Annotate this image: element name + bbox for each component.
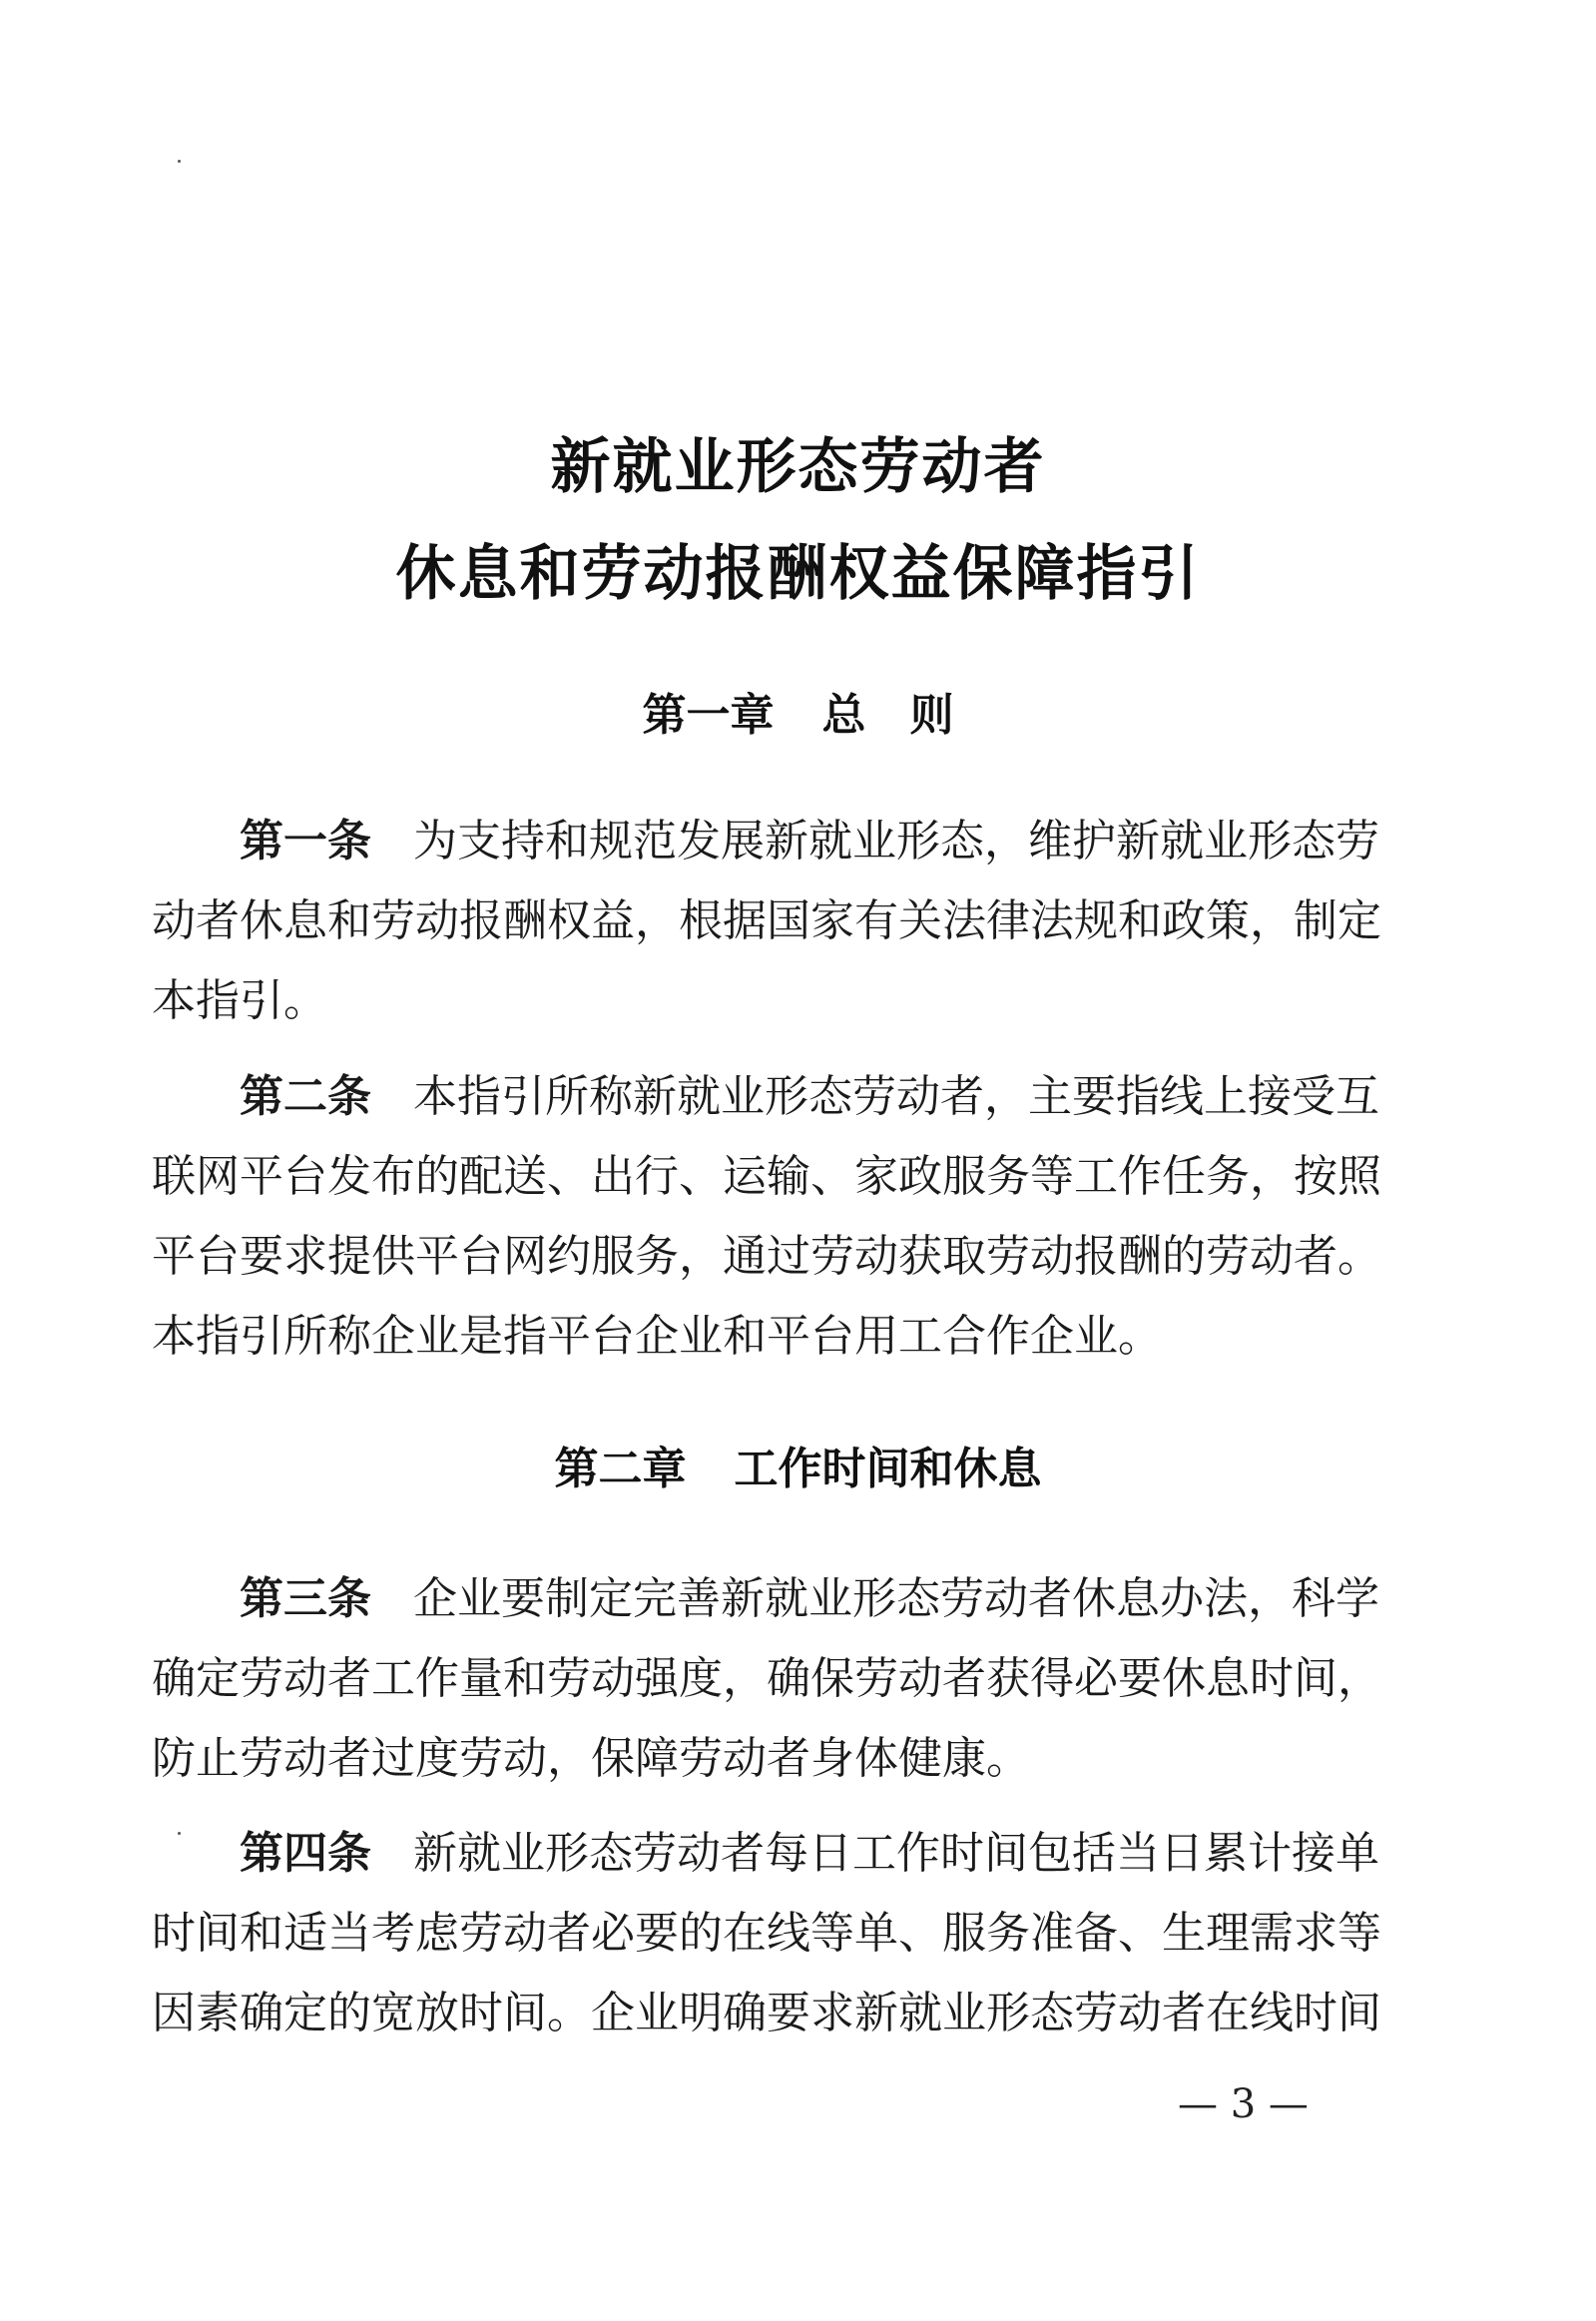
article-3-text-1: 企业要制定完善新就业形态劳动者休息办法，科学 — [413, 1573, 1379, 1624]
article-1-line-1 — [240, 805, 1379, 869]
article-4-line-3: 因素确定的宽放时间。企业明确要求新就业形态劳动者在线时间 — [152, 1988, 1381, 2038]
article-4-line-1 — [240, 1817, 1379, 1881]
scan-speck — [178, 160, 181, 163]
scan-speck — [178, 1832, 181, 1835]
chapter-2-name: 工作时间和休息 — [734, 1444, 1042, 1494]
chapter-1-heading — [0, 679, 1596, 743]
article-4-head: 第四条 — [240, 1828, 371, 1879]
article-3-head: 第三条 — [240, 1573, 371, 1624]
article-1-text-1: 为支持和规范发展新就业形态，维护新就业形态劳 — [413, 816, 1379, 867]
chapter-2-heading — [0, 1433, 1596, 1496]
article-4-line-2: 时间和适当考虑劳动者必要的在线等单、服务准备、生理需求等 — [152, 1908, 1381, 1959]
article-1-head: 第一条 — [240, 816, 371, 867]
document-title-line2: 休息和劳动报酬权益保障指引 — [395, 539, 1201, 609]
article-1-line-2: 动者休息和劳动报酬权益，根据国家有关法律法规和政策，制定 — [152, 895, 1381, 946]
article-2-text-1: 本指引所称新就业形态劳动者，主要指线上接受互 — [413, 1071, 1379, 1122]
page-number: — 3 — — [1178, 2081, 1309, 2127]
article-2-line-3: 平台要求提供平台网约服务，通过劳动获取劳动报酬的劳动者。 — [152, 1231, 1381, 1282]
article-2-head: 第二条 — [240, 1071, 371, 1122]
article-2-line-1 — [240, 1060, 1379, 1124]
article-1-line-3: 本指引。 — [152, 975, 327, 1026]
chapter-2-number: 第二章 — [554, 1444, 687, 1494]
article-3-line-1 — [240, 1562, 1379, 1626]
article-4-text-1: 新就业形态劳动者每日工作时间包括当日累计接单 — [413, 1828, 1379, 1879]
article-2-line-2: 联网平台发布的配送、出行、运输、家政服务等工作任务，按照 — [152, 1151, 1381, 1202]
document-title-line1: 新就业形态劳动者 — [550, 432, 1046, 502]
article-2-line-4: 本指引所称企业是指平台企业和平台用工合作企业。 — [152, 1311, 1162, 1362]
chapter-1-name-part1: 总 — [821, 690, 866, 741]
article-3-line-2: 确定劳动者工作量和劳动强度，确保劳动者获得必要休息时间， — [152, 1653, 1381, 1704]
chapter-1-number: 第一章 — [642, 690, 775, 741]
chapter-1-name-part2: 则 — [909, 690, 954, 741]
article-3-line-3: 防止劳动者过度劳动，保障劳动者身体健康。 — [152, 1733, 1030, 1784]
